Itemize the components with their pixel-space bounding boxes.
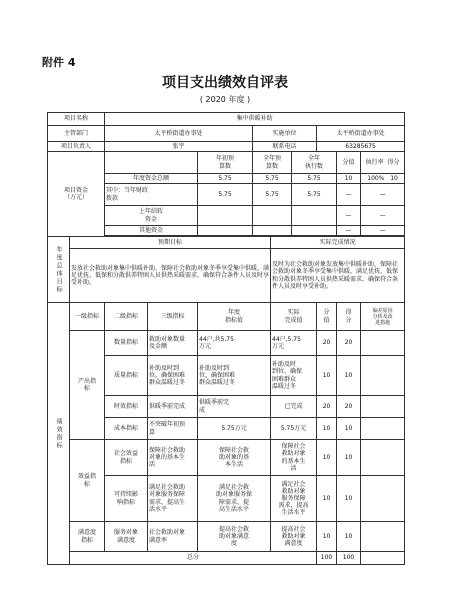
project-name: 集中供暖补助 [105,113,405,126]
perf-row-l3: 不突破年初预 算 [148,418,198,440]
perf-row-l2: 质量指标 [105,356,148,396]
perf-row-l3: 救助对象数量 及金额 [148,331,198,356]
perf-row-l2: 服务对象 满意度 [105,522,148,552]
perf-row-got: 20 [337,396,361,418]
perf-row-target: 保障社会救 助对象的基 本生活 [198,440,271,476]
project-name-label: 项目名称 [48,113,105,126]
perf-row-score: 10 [317,356,337,396]
perf-row-got: 10 [337,476,361,522]
funds-h-budget: 年初预 算数 [198,152,253,174]
perf-row-score: 10 [317,476,337,522]
perf-row-l3: 补助及时到 位，确保困难 群众温暖过冬 [148,356,198,396]
total-score: 100 [317,552,337,565]
perf-row-l3: 满足社会救助 对象服务保障 需求，提高生 活水平 [148,476,198,522]
perf-row-actual: 保障社会 救助对象 的基本生 活 [271,440,317,476]
perf-row-got: 10 [337,440,361,476]
perf-row-l2: 数量指标 [105,331,148,356]
funds-carry-label: 上年结转 资金 [105,206,198,226]
funds-total-rate: 100% [367,174,385,182]
funds-fin-exec: 5.75 [292,184,337,206]
perf-row-l3: 社会救助对象 满意率 [148,522,198,552]
funds-total-full: 5.75 [253,174,292,184]
total-got: 100 [337,552,361,565]
funds-h-rate-get [361,152,405,174]
perf-effect-label: 效益指 标 [70,440,105,522]
goal-expected-header: 预期目标 [70,237,271,249]
leader-label: 项目负责人 [48,142,105,152]
attachment-label: 附件 4 [42,56,76,69]
funds-total-budget: 5.75 [198,174,253,184]
phone-value: 63285675 [317,142,405,152]
perf-row-target: 补助及时到 位，确保困难 群众温暖过冬 [198,356,271,396]
funds-other-score: — [337,226,361,236]
perf-row-l2: 可持续影 响指标 [105,476,148,522]
goal-actual: 及时为社会救助对象发放集中供暖补助，保障社会救助对象冬季享受集中供暖，满足优抚、低保和分散供养特困人员供热采暖需求，确保符合条件人员及时享受补助。 [271,249,405,303]
funds-total-rate-get [361,174,405,184]
funds-h-rate: 执行率 [365,158,384,166]
perf-row-target: 提高社会救 助对象满意 度 [198,522,271,552]
leader-value: 张宇 [105,142,253,152]
perf-row-actual: 满足社会 救助对象 服务保障 需求，提高 生活水平 [271,476,317,522]
perf-h7: 得 分 [337,303,361,331]
perf-h2: 二级指标 [105,303,148,331]
perf-label [48,303,70,565]
funds-carry-get: — [361,206,405,226]
perf-h4: 年度 指标值 [198,303,271,331]
perf-row-target: 供暖季前完 成 [198,396,271,418]
funds-other-label: 其他资金 [105,226,198,236]
perf-row-actual: 已完成 [271,396,317,418]
perf-row-got: 10 [337,356,361,396]
funds-total-label: 年度资金总额 [105,174,198,184]
funds-h-exec: 全年 执行数 [292,152,337,174]
perf-row-l3: 供暖季前完成 [148,396,198,418]
funds-h-score: 分值 [337,152,361,174]
funds-total-exec: 5.75 [292,174,337,184]
funds-fin-score: — [337,184,361,206]
perf-row-got: 10 [337,418,361,440]
perf-row-score: 10 [317,440,337,476]
goal-label [48,237,70,303]
funds-other-get: — [361,226,405,236]
phone-label: 联系电话 [253,142,317,152]
perf-row-actual: 5.75万元 [271,418,317,440]
funds-label: 项目资金 （万元） [48,152,105,237]
dept-label: 主管部门 [48,126,105,142]
perf-row-actual: 补助及时 到位，确保 困难群众 温暖过冬 [271,356,317,396]
funds-carry-score: — [337,206,361,226]
perf-row-actual: 提高社会 救助对象 满意度 [271,522,317,552]
perf-row-actual: 44户,5.75 万元 [271,331,317,356]
total-label: 总分 [70,552,317,565]
perf-row-score: 20 [317,396,337,418]
perf-h6: 分 值 [317,303,337,331]
funds-total-get: 10 [390,174,398,182]
impl-label: 实施单位 [253,126,317,142]
perf-row-target: 5.75万元 [198,418,271,440]
perf-row-target: 44户,共5.75 万元 [198,331,271,356]
perf-label-text: 绩效指标 [55,417,63,450]
funds-h-full: 全年预 算数 [253,152,292,174]
impl-value: 太平桥街道办事处 [317,126,405,142]
goal-actual-header: 实际完成情况 [271,237,405,249]
perf-output-label: 产出指 标 [70,331,105,440]
funds-fin-full: 5.75 [253,184,292,206]
perf-row-l2: 成本指标 [105,418,148,440]
goal-label-text: 年度总体目标 [55,245,63,294]
funds-fin-budget: 5.75 [198,184,253,206]
perf-row-score: 10 [317,418,337,440]
dept-value: 太平桥街道办事处 [105,126,253,142]
perf-h1: 一级指标 [70,303,105,331]
perf-row-l2: 时效指标 [105,396,148,418]
page-title: 项目支出绩效自评表 [162,75,288,91]
year-subtitle: ( 2020 年度 ) [199,95,251,104]
perf-row-score: 20 [317,331,337,356]
funds-fin-label: 其中：当年财政 拨款 [105,184,198,206]
funds-h-get: 得分 [387,158,400,166]
self-evaluation-table [47,112,405,565]
perf-row-target: 满足社会救 助对象服务保 障需求，提 高生活水平 [198,476,271,522]
perf-row-got: 20 [337,331,361,356]
funds-total-score: 10 [337,174,361,184]
funds-fin-get: — [361,184,405,206]
perf-h3: 三级指标 [148,303,198,331]
perf-row-l3: 保障社会救助 对象的基本生 活 [148,440,198,476]
perf-h8: 偏差原因 分析及改 进措施 [361,303,405,331]
perf-row-got: 10 [337,522,361,552]
perf-row-score: 10 [317,522,337,552]
perf-satis-label: 满意度 指标 [70,522,105,552]
perf-row-l2: 社会效益 指标 [105,440,148,476]
goal-expected: 发放社会救助对象集中供暖补助，保障社会救助对象冬季享受集中供暖，满足优抚、低保和分散供养特困人员供热采暖需求，确保符合条件人员及时享受补助。 [70,249,271,303]
perf-h5: 实际 完成值 [271,303,317,331]
